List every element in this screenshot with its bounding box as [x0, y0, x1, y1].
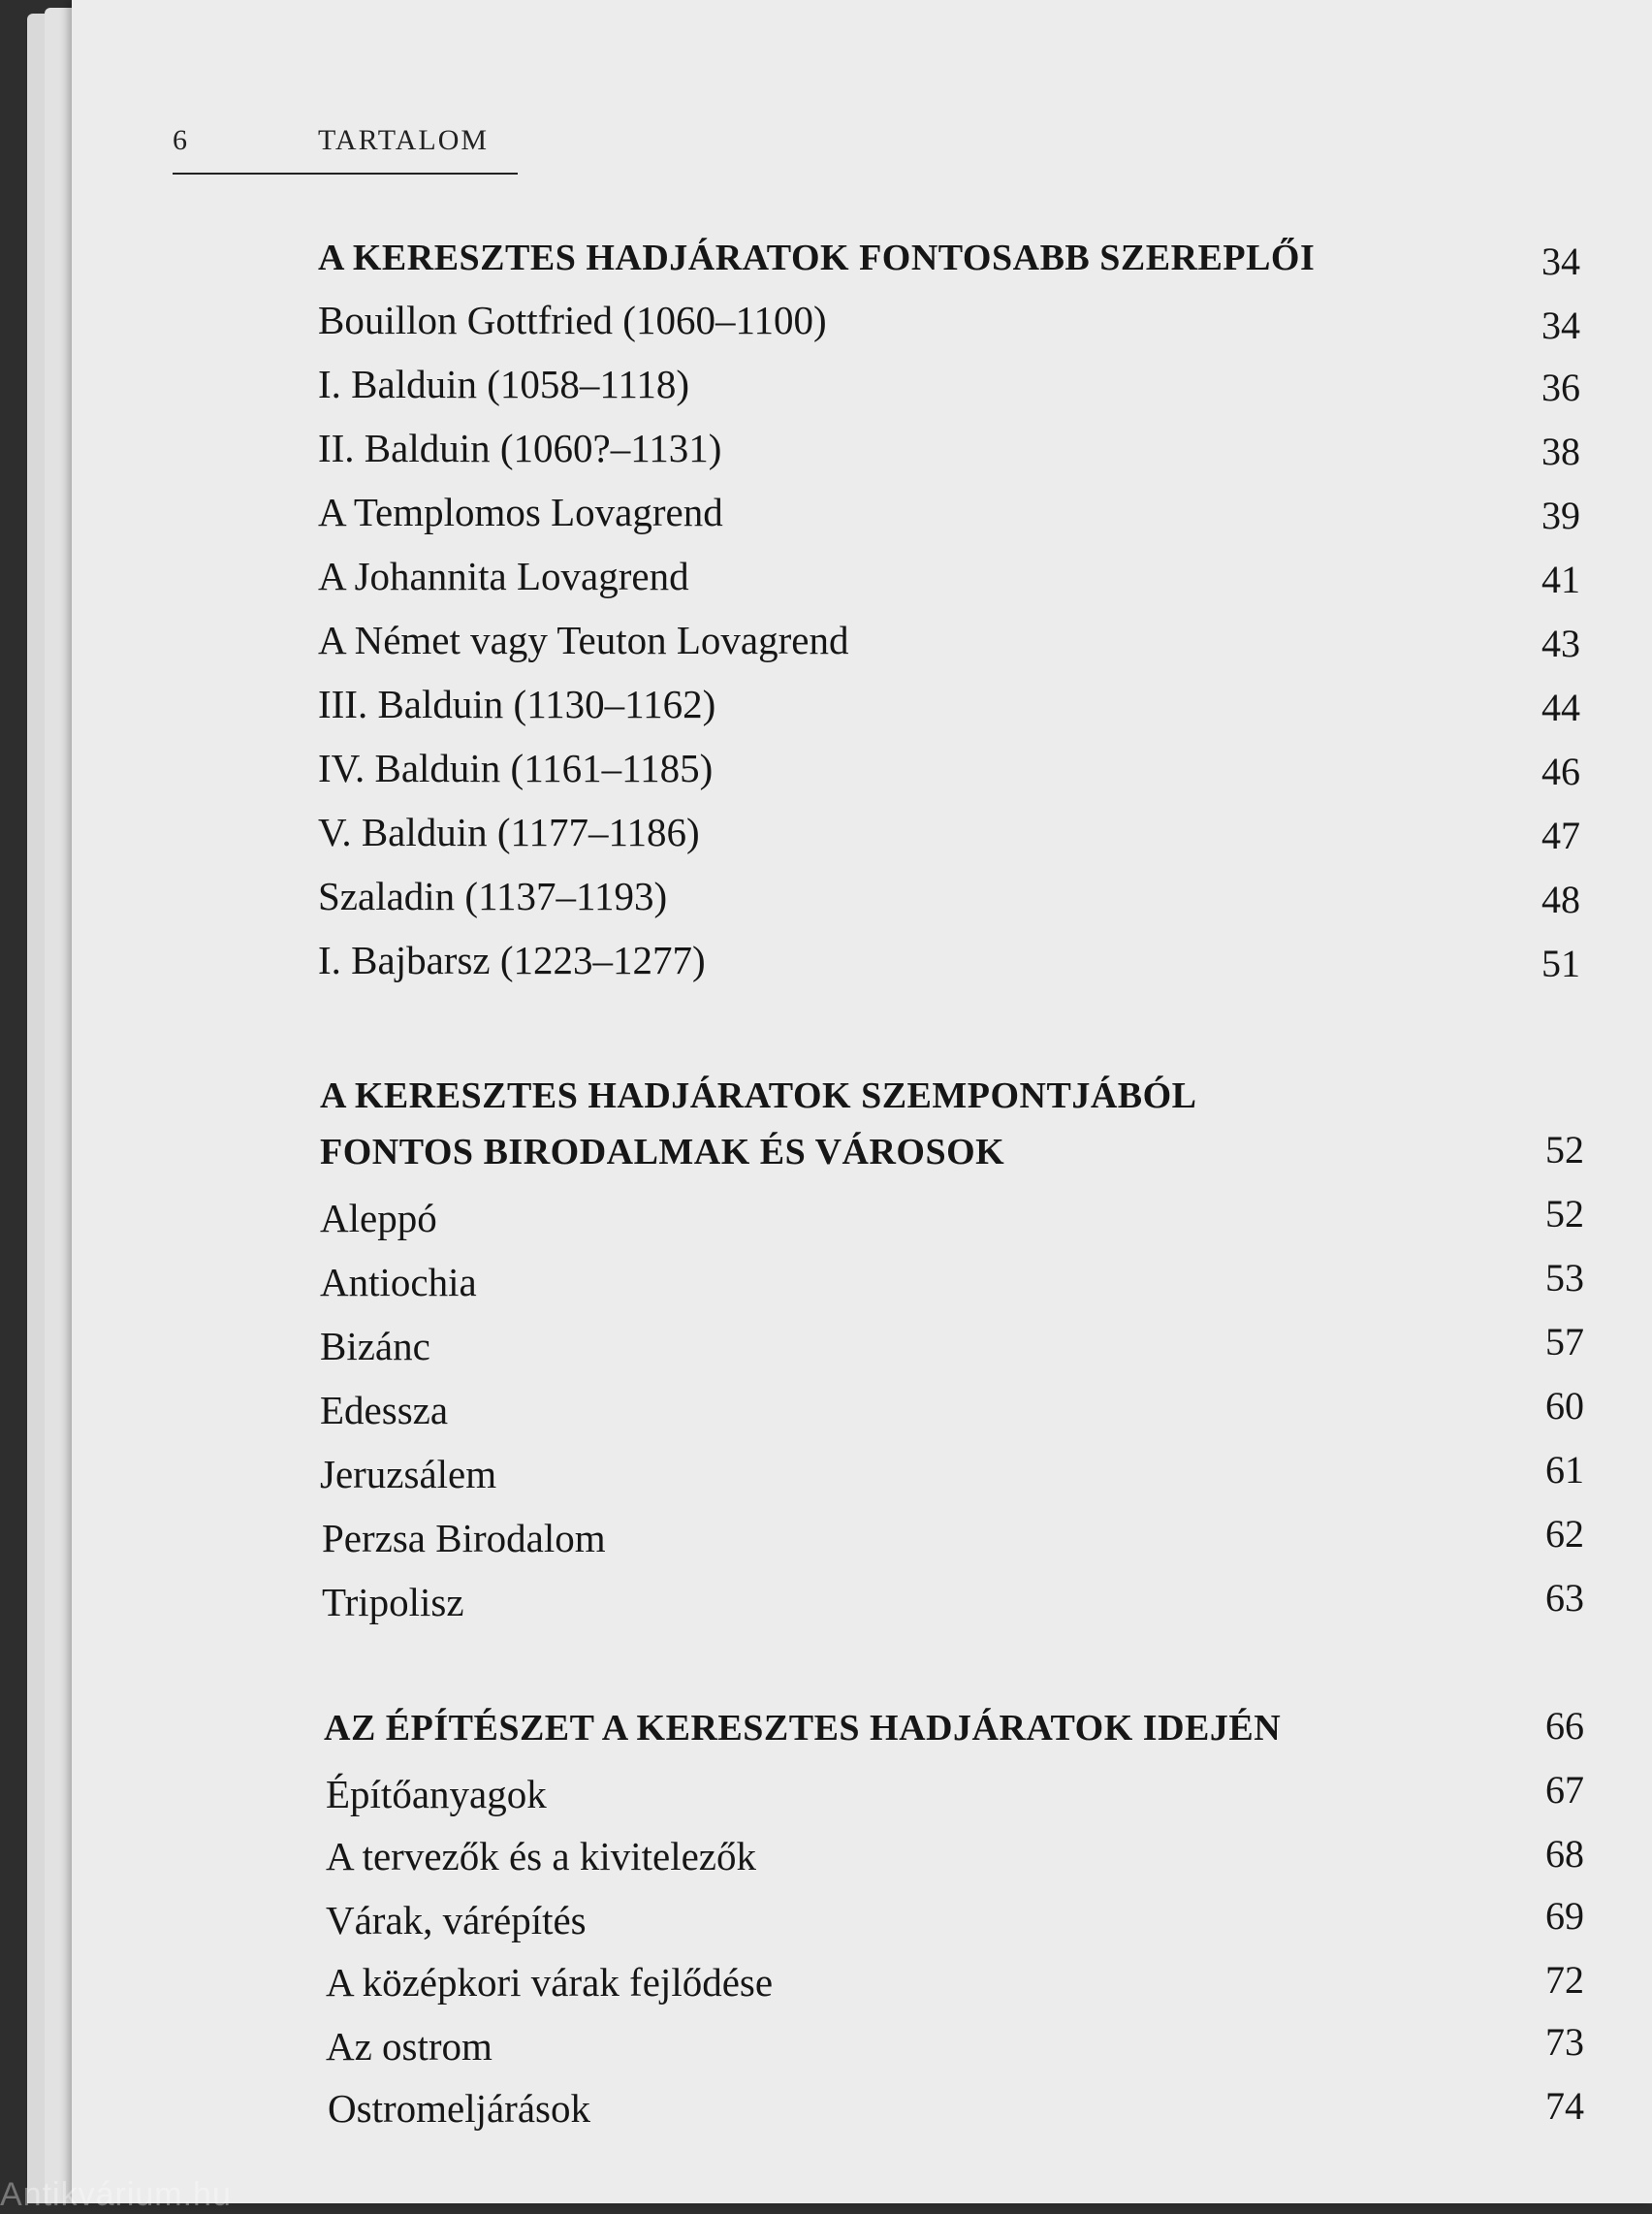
toc-entry: Ostromeljárások	[328, 2086, 590, 2131]
toc-entry: II. Balduin (1060?–1131)	[318, 426, 722, 470]
toc-entry: A középkori várak fejlődése	[326, 1960, 774, 2005]
section-page: 52	[1545, 1128, 1584, 1171]
toc-page: 57	[1545, 1320, 1584, 1364]
toc-entry: I. Bajbarsz (1223–1277)	[318, 938, 706, 982]
toc-page: 73	[1545, 2020, 1584, 2064]
toc-page: 69	[1545, 1894, 1584, 1938]
toc-entry: Építőanyagok	[326, 1772, 547, 1816]
toc-entry: Edessza	[320, 1388, 449, 1432]
toc-page: 34	[1541, 304, 1580, 347]
toc-page: 48	[1541, 878, 1580, 921]
toc-entry: A Német vagy Teuton Lovagrend	[318, 618, 849, 662]
toc-entry: A Johannita Lovagrend	[318, 554, 689, 598]
toc-entry: A Templomos Lovagrend	[318, 490, 723, 534]
toc-page: 52	[1545, 1192, 1584, 1235]
toc-entry: Bouillon Gottfried (1060–1100)	[318, 298, 827, 342]
toc-page: 53	[1545, 1256, 1584, 1300]
toc-page: 68	[1545, 1832, 1584, 1876]
toc-page: 51	[1541, 942, 1580, 985]
section-page: 34	[1541, 240, 1580, 283]
toc-entry: A tervezők és a kivitelezők	[326, 1834, 756, 1878]
toc-entry: Jeruzsálem	[320, 1452, 497, 1496]
toc-page: 38	[1541, 430, 1580, 473]
toc-page: 44	[1541, 686, 1580, 729]
toc-entry: Bizánc	[320, 1324, 430, 1368]
toc-entry: V. Balduin (1177–1186)	[318, 810, 700, 854]
toc-page: 72	[1545, 1958, 1584, 2002]
toc-page: 43	[1541, 622, 1580, 665]
toc-page: 36	[1541, 366, 1580, 409]
toc-page: 74	[1545, 2084, 1584, 2128]
section-title: FONTOS BIRODALMAK ÉS VÁROSOK	[320, 1132, 1005, 1172]
running-title: TARTALOM	[318, 124, 490, 156]
page-number: 6	[173, 124, 189, 156]
toc-page: 46	[1541, 750, 1580, 793]
toc-page: 67	[1545, 1768, 1584, 1812]
toc-page: 62	[1545, 1512, 1584, 1556]
toc-entry: I. Balduin (1058–1118)	[318, 362, 689, 406]
toc-entry: Szaladin (1137–1193)	[318, 874, 668, 918]
toc-page: 47	[1541, 814, 1580, 857]
toc-entry: Az ostrom	[326, 2024, 492, 2069]
toc-entry: Antiochia	[320, 1260, 477, 1304]
section-title: AZ ÉPÍTÉSZET A KERESZTES HADJÁRATOK IDEJÉN	[324, 1708, 1282, 1749]
toc-page: 41	[1541, 558, 1580, 601]
toc-entry: Tripolisz	[322, 1580, 464, 1624]
toc-page: 60	[1545, 1384, 1584, 1428]
section-title: A KERESZTES HADJÁRATOK FONTOSABB SZEREPLŐI	[318, 238, 1316, 278]
toc-entry: IV. Balduin (1161–1185)	[318, 746, 714, 790]
toc-page: 63	[1545, 1576, 1584, 1620]
toc-page: 39	[1541, 494, 1580, 537]
toc-entry: Aleppó	[320, 1196, 437, 1240]
toc-entry: Várak, várépítés	[326, 1898, 587, 1942]
toc-entry: Perzsa Birodalom	[322, 1516, 606, 1560]
section-page: 66	[1545, 1704, 1584, 1748]
toc-page: 61	[1545, 1448, 1584, 1492]
watermark: Antikvárium.hu	[0, 2176, 232, 2213]
section-title: A KERESZTES HADJÁRATOK SZEMPONTJÁBÓL	[320, 1075, 1197, 1116]
toc-entry: III. Balduin (1130–1162)	[318, 682, 716, 726]
